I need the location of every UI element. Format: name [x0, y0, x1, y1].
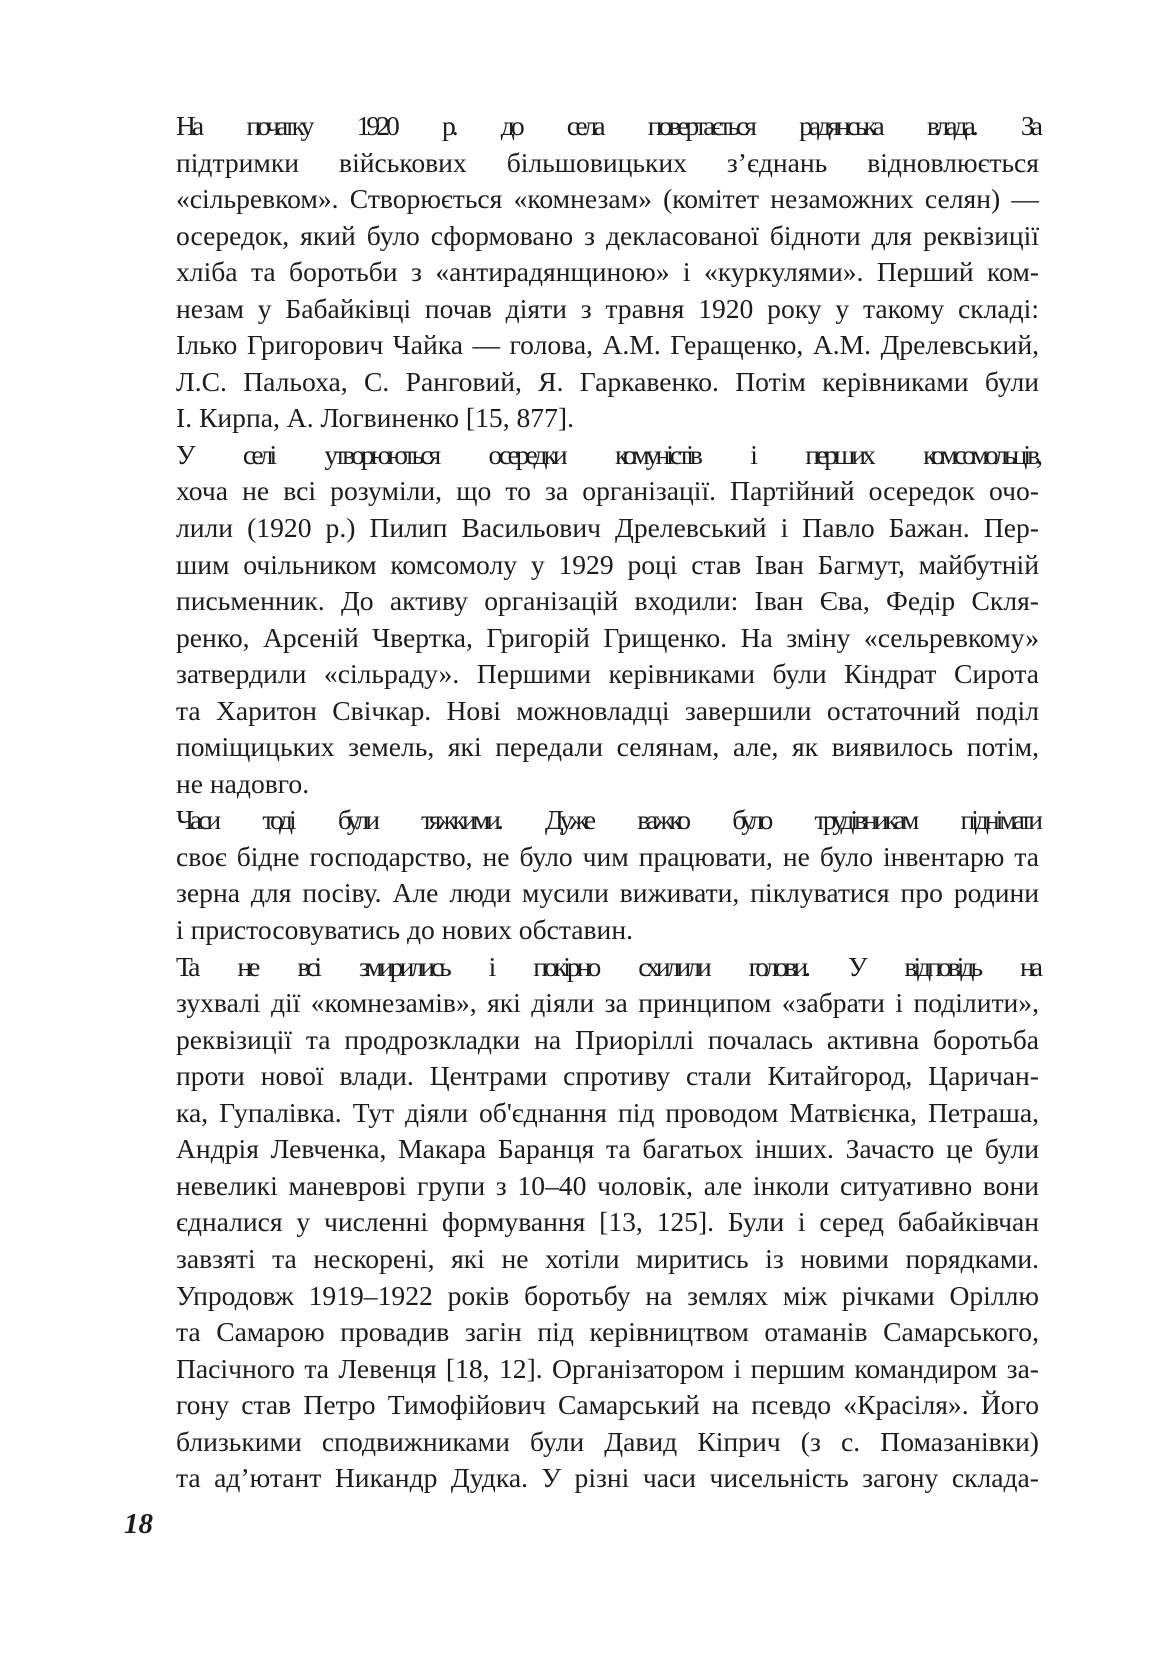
text-line: не надовго. — [176, 767, 310, 799]
text-line: лили (1920 р.) Пилип Васильович Дрелевський і Павло Бажан. Пер- — [176, 512, 1039, 544]
text-line: ренко, Арсеній Чвертка, Григорій Грищенко. На зміну «сельревкому» — [176, 621, 1039, 653]
text-line: хоча не всі розуміли, що то за організації. Партійний осередок очо- — [176, 475, 1039, 507]
text-line: незам у Бабайківці почав діяти з травня 1920 року у такому складі: — [176, 292, 1039, 324]
body-text — [119, 108, 1039, 1497]
text-line: близькими сподвижниками були Давид Кіприч (з с. Помазанівки) — [176, 1425, 1039, 1457]
text-line: На початку 1920 р. до села повертається радянська влада. За — [176, 110, 1039, 141]
text-line: Ілько Григорович Чайка — голова, А.М. Геращенко, А.М. Дрелевський, — [176, 329, 1039, 361]
paragraph — [119, 949, 1039, 1497]
text-line: зухвалі дії «комнезамів», які діяли за принципом «забрати і поділити», — [176, 987, 1039, 1019]
text-line: своє бідне господарство, не було чим працювати, не було інвентарю та — [176, 840, 1039, 872]
paragraph — [119, 108, 1039, 437]
text-line: зерна для посіву. Але люди мусили виживати, піклуватися про родини — [176, 877, 1039, 909]
text-line: єдналися у численні формування [13, 125]. Були і серед бабайківчан — [176, 1206, 1039, 1238]
text-line: та Харитон Свічкар. Нові можновладці завершили остаточний поділ — [176, 694, 1039, 726]
text-line: Часи тоді були тяжкими. Дуже важко було трудівникам піднімати — [176, 804, 1039, 836]
text-line: та ад’ютант Никандр Дудка. У різні часи чисельність загону склада- — [176, 1462, 1039, 1494]
paragraph — [119, 437, 1039, 802]
paragraph — [119, 802, 1039, 948]
text-line: Пасічного та Левенця [18, 12]. Організатором і першим командиром за- — [176, 1352, 1039, 1384]
text-line: гону став Петро Тимофійович Самарський на псевдо «Красіля». Його — [176, 1389, 1039, 1421]
text-line: хліба та боротьби з «антирадянщиною» і «куркулями». Перший ком- — [176, 256, 1039, 288]
text-line: Л.С. Пальоха, С. Ранговий, Я. Гаркавенко. Потім керівниками були — [176, 365, 1039, 397]
text-line: ка, Гупалівка. Тут діяли об'єднання під проводом Матвієнка, Петраша, — [176, 1096, 1039, 1128]
text-line: Та не всі змирились і покірно схилили голови. У відповідь на — [176, 950, 1039, 982]
text-line: Андрія Левченка, Макара Баранця та багатьох інших. Зачасто це були — [176, 1133, 1039, 1165]
text-line: завзяті та нескорені, які не хотіли миритись із новими порядками. — [176, 1242, 1039, 1274]
text-line: І. Кирпа, А. Логвиненко [15, 877]. — [176, 402, 574, 434]
text-line: письменник. До активу організацій входили: Іван Єва, Федір Скля- — [176, 585, 1039, 617]
text-line: поміщицьких земель, які передали селянам, але, як виявилось потім, — [176, 731, 1039, 763]
text-line: У селі утворюються осередки комуністів і перших комсомольців, — [176, 438, 1039, 470]
text-line: затвердили «сільраду». Першими керівниками були Кіндрат Сирота — [176, 658, 1039, 690]
text-line: осередок, який було сформовано з декласованої бідноти для реквізиції — [176, 219, 1039, 251]
text-line: Упродовж 1919–1922 років боротьбу на землях між річками Оріллю — [176, 1279, 1039, 1311]
text-line: невеликі маневрові групи з 10–40 чоловік, але інколи ситуативно вони — [176, 1169, 1039, 1201]
text-line: «сільревком». Створюється «комнезам» (комітет незаможних селян) — — [176, 183, 1039, 215]
text-line: реквізиції та продрозкладки на Приоріллі почалась активна боротьба — [176, 1023, 1039, 1055]
text-line: підтримки військових більшовицьких з’єднань відновлюється — [176, 146, 1039, 178]
page-number: 18 — [124, 1508, 153, 1540]
text-line: та Самарою провадив загін під керівництвом отаманів Самарського, — [176, 1316, 1039, 1348]
text-line: і пристосовуватись до нових обставин. — [176, 914, 633, 946]
text-line: шим очільником комсомолу у 1929 році став Іван Багмут, майбутній — [176, 548, 1039, 580]
text-line: проти нової влади. Центрами спротиву стали Китайгород, Царичан- — [176, 1060, 1039, 1092]
